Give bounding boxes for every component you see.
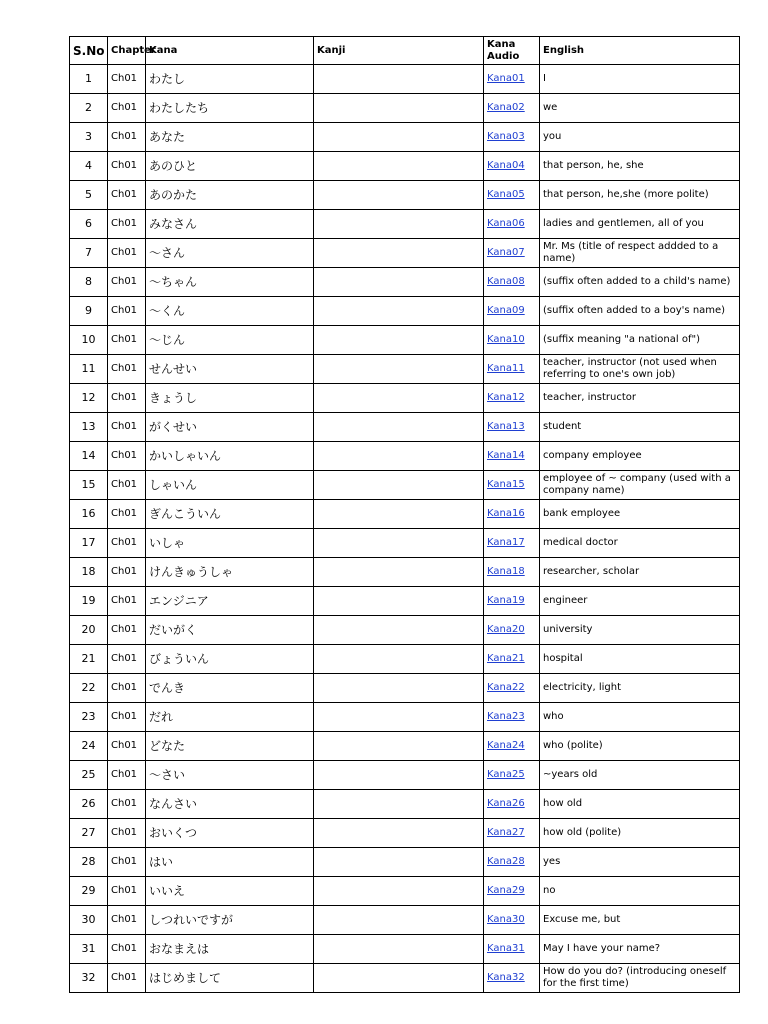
- kana-audio-link[interactable]: Kana20: [487, 624, 525, 635]
- cell-english: ladies and gentlemen, all of you: [540, 210, 740, 239]
- cell-chapter: Ch01: [108, 616, 146, 645]
- cell-sno: 13: [70, 413, 108, 442]
- kana-audio-link[interactable]: Kana13: [487, 421, 525, 432]
- cell-english: researcher, scholar: [540, 558, 740, 587]
- cell-kana-audio: [484, 297, 540, 326]
- cell-kana-audio: [484, 94, 540, 123]
- cell-kanji: [314, 819, 484, 848]
- header-kana: Kana: [146, 37, 314, 65]
- kana-audio-link[interactable]: Kana31: [487, 943, 525, 954]
- table-row: [70, 65, 740, 94]
- cell-chapter: Ch01: [108, 732, 146, 761]
- cell-sno: 1: [70, 65, 108, 94]
- kana-audio-link[interactable]: Kana27: [487, 827, 525, 838]
- cell-chapter: Ch01: [108, 239, 146, 268]
- cell-kanji: [314, 471, 484, 500]
- cell-kana: かいしゃいん: [146, 442, 314, 471]
- cell-english: yes: [540, 848, 740, 877]
- table-row: [70, 123, 740, 152]
- cell-english: medical doctor: [540, 529, 740, 558]
- cell-chapter: Ch01: [108, 790, 146, 819]
- kana-audio-link[interactable]: Kana22: [487, 682, 525, 693]
- table-row: [70, 384, 740, 413]
- cell-kana-audio: [484, 384, 540, 413]
- cell-sno: 10: [70, 326, 108, 355]
- cell-chapter: Ch01: [108, 819, 146, 848]
- table-row: [70, 587, 740, 616]
- cell-kana-audio: [484, 239, 540, 268]
- kana-audio-link[interactable]: Kana16: [487, 508, 525, 519]
- kana-audio-link[interactable]: Kana28: [487, 856, 525, 867]
- cell-kanji: [314, 558, 484, 587]
- kana-audio-link[interactable]: Kana17: [487, 537, 525, 548]
- cell-kana: ～ちゃん: [146, 268, 314, 297]
- cell-kana: はじめまして: [146, 964, 314, 993]
- cell-kana: ～さん: [146, 239, 314, 268]
- cell-kanji: [314, 500, 484, 529]
- kana-audio-link[interactable]: Kana09: [487, 305, 525, 316]
- cell-kana: ～さい: [146, 761, 314, 790]
- table-row: [70, 935, 740, 964]
- cell-kana-audio: [484, 819, 540, 848]
- cell-kana-audio: [484, 65, 540, 94]
- cell-sno: 17: [70, 529, 108, 558]
- cell-kanji: [314, 674, 484, 703]
- cell-chapter: Ch01: [108, 558, 146, 587]
- cell-kana-audio: [484, 703, 540, 732]
- table-row: [70, 819, 740, 848]
- cell-kana-audio: [484, 471, 540, 500]
- table-row: [70, 500, 740, 529]
- cell-kana: いしゃ: [146, 529, 314, 558]
- cell-sno: 16: [70, 500, 108, 529]
- cell-kana: びょういん: [146, 645, 314, 674]
- table-row: [70, 761, 740, 790]
- cell-english: (suffix often added to a boy's name): [540, 297, 740, 326]
- kana-audio-link[interactable]: Kana11: [487, 363, 525, 374]
- kana-audio-link[interactable]: Kana19: [487, 595, 525, 606]
- cell-sno: 22: [70, 674, 108, 703]
- cell-kana-audio: [484, 181, 540, 210]
- cell-kanji: [314, 616, 484, 645]
- cell-english: you: [540, 123, 740, 152]
- table-row: [70, 181, 740, 210]
- cell-kana: いいえ: [146, 877, 314, 906]
- cell-kana: しつれいですが: [146, 906, 314, 935]
- cell-chapter: Ch01: [108, 123, 146, 152]
- table-row: [70, 877, 740, 906]
- kana-audio-link[interactable]: Kana06: [487, 218, 525, 229]
- cell-kanji: [314, 297, 484, 326]
- cell-kana-audio: [484, 761, 540, 790]
- cell-kana-audio: [484, 210, 540, 239]
- cell-kanji: [314, 442, 484, 471]
- cell-english: I: [540, 65, 740, 94]
- cell-chapter: Ch01: [108, 413, 146, 442]
- cell-english: electricity, light: [540, 674, 740, 703]
- cell-english: that person, he,she (more polite): [540, 181, 740, 210]
- cell-english: How do you do? (introducing oneself for the first time): [540, 964, 740, 993]
- cell-kana-audio: [484, 355, 540, 384]
- table-row: [70, 152, 740, 181]
- cell-kana-audio: [484, 674, 540, 703]
- cell-kanji: [314, 935, 484, 964]
- table-row: [70, 210, 740, 239]
- header-kana-audio: Kana Audio: [484, 37, 540, 65]
- cell-english: who (polite): [540, 732, 740, 761]
- cell-english: university: [540, 616, 740, 645]
- table-row: [70, 964, 740, 993]
- cell-kanji: [314, 268, 484, 297]
- cell-sno: 2: [70, 94, 108, 123]
- cell-chapter: Ch01: [108, 210, 146, 239]
- cell-chapter: Ch01: [108, 935, 146, 964]
- cell-chapter: Ch01: [108, 877, 146, 906]
- header-english: English: [540, 37, 740, 65]
- cell-sno: 7: [70, 239, 108, 268]
- cell-sno: 15: [70, 471, 108, 500]
- table-row: [70, 94, 740, 123]
- table-row: [70, 239, 740, 268]
- cell-sno: 11: [70, 355, 108, 384]
- table-row: [70, 616, 740, 645]
- cell-sno: 21: [70, 645, 108, 674]
- cell-sno: 29: [70, 877, 108, 906]
- cell-chapter: Ch01: [108, 442, 146, 471]
- cell-english: May I have your name?: [540, 935, 740, 964]
- cell-english: that person, he, she: [540, 152, 740, 181]
- cell-kanji: [314, 326, 484, 355]
- kana-audio-link[interactable]: Kana26: [487, 798, 525, 809]
- cell-english: ~years old: [540, 761, 740, 790]
- cell-chapter: Ch01: [108, 703, 146, 732]
- table-body: [70, 65, 740, 993]
- cell-sno: 3: [70, 123, 108, 152]
- cell-kanji: [314, 877, 484, 906]
- cell-chapter: Ch01: [108, 848, 146, 877]
- cell-chapter: Ch01: [108, 500, 146, 529]
- cell-kanji: [314, 413, 484, 442]
- cell-english: no: [540, 877, 740, 906]
- cell-kana: あのひと: [146, 152, 314, 181]
- cell-kana: しゃいん: [146, 471, 314, 500]
- cell-kanji: [314, 239, 484, 268]
- cell-kana: エンジニア: [146, 587, 314, 616]
- cell-kana-audio: [484, 500, 540, 529]
- cell-english: company employee: [540, 442, 740, 471]
- table-row: [70, 790, 740, 819]
- cell-kanji: [314, 964, 484, 993]
- cell-chapter: Ch01: [108, 674, 146, 703]
- kana-audio-link[interactable]: Kana18: [487, 566, 525, 577]
- table-row: [70, 326, 740, 355]
- cell-sno: 27: [70, 819, 108, 848]
- kana-audio-link[interactable]: Kana21: [487, 653, 525, 664]
- cell-english: student: [540, 413, 740, 442]
- cell-kana-audio: [484, 616, 540, 645]
- cell-kanji: [314, 529, 484, 558]
- cell-kana-audio: [484, 413, 540, 442]
- cell-sno: 31: [70, 935, 108, 964]
- cell-chapter: Ch01: [108, 471, 146, 500]
- cell-kana: でんき: [146, 674, 314, 703]
- cell-kana-audio: [484, 935, 540, 964]
- cell-kana: あなた: [146, 123, 314, 152]
- cell-kana-audio: [484, 848, 540, 877]
- cell-kanji: [314, 181, 484, 210]
- cell-kana-audio: [484, 558, 540, 587]
- cell-kana: わたしたち: [146, 94, 314, 123]
- table-row: [70, 732, 740, 761]
- cell-chapter: Ch01: [108, 529, 146, 558]
- cell-kanji: [314, 587, 484, 616]
- kana-audio-link[interactable]: Kana08: [487, 276, 525, 287]
- cell-chapter: Ch01: [108, 152, 146, 181]
- table-row: [70, 413, 740, 442]
- cell-kanji: [314, 210, 484, 239]
- cell-chapter: Ch01: [108, 297, 146, 326]
- cell-english: teacher, instructor: [540, 384, 740, 413]
- cell-kanji: [314, 123, 484, 152]
- cell-chapter: Ch01: [108, 355, 146, 384]
- kana-audio-link[interactable]: Kana32: [487, 972, 525, 983]
- header-row: [70, 37, 740, 65]
- cell-kana: だいがく: [146, 616, 314, 645]
- cell-kana: どなた: [146, 732, 314, 761]
- cell-kanji: [314, 790, 484, 819]
- header-kanji: Kanji: [314, 37, 484, 65]
- cell-chapter: Ch01: [108, 761, 146, 790]
- kana-audio-link[interactable]: Kana02: [487, 102, 525, 113]
- kana-audio-link[interactable]: Kana05: [487, 189, 525, 200]
- cell-chapter: Ch01: [108, 326, 146, 355]
- kana-audio-link[interactable]: Kana25: [487, 769, 525, 780]
- table-row: [70, 703, 740, 732]
- table-row: [70, 268, 740, 297]
- kana-audio-link[interactable]: Kana10: [487, 334, 525, 345]
- cell-sno: 23: [70, 703, 108, 732]
- cell-english: who: [540, 703, 740, 732]
- kana-audio-link[interactable]: Kana30: [487, 914, 525, 925]
- cell-sno: 4: [70, 152, 108, 181]
- cell-chapter: Ch01: [108, 181, 146, 210]
- cell-english: engineer: [540, 587, 740, 616]
- cell-kana: あのかた: [146, 181, 314, 210]
- cell-kana-audio: [484, 906, 540, 935]
- cell-kana: がくせい: [146, 413, 314, 442]
- kana-audio-link[interactable]: Kana24: [487, 740, 525, 751]
- cell-english: how old (polite): [540, 819, 740, 848]
- cell-chapter: Ch01: [108, 645, 146, 674]
- cell-sno: 28: [70, 848, 108, 877]
- cell-english: how old: [540, 790, 740, 819]
- cell-kana-audio: [484, 645, 540, 674]
- kana-audio-link[interactable]: Kana15: [487, 479, 525, 490]
- cell-kanji: [314, 906, 484, 935]
- table-row: [70, 355, 740, 384]
- kana-audio-link[interactable]: Kana23: [487, 711, 525, 722]
- kana-audio-link[interactable]: Kana07: [487, 247, 525, 258]
- table-row: [70, 645, 740, 674]
- table-row: [70, 471, 740, 500]
- cell-english: (suffix meaning "a national of"): [540, 326, 740, 355]
- table-row: [70, 674, 740, 703]
- table-row: [70, 297, 740, 326]
- cell-kana: せんせい: [146, 355, 314, 384]
- cell-sno: 24: [70, 732, 108, 761]
- cell-kana: ぎんこういん: [146, 500, 314, 529]
- cell-sno: 8: [70, 268, 108, 297]
- table-row: [70, 529, 740, 558]
- cell-kanji: [314, 732, 484, 761]
- cell-kana-audio: [484, 964, 540, 993]
- cell-chapter: Ch01: [108, 587, 146, 616]
- cell-english: bank employee: [540, 500, 740, 529]
- cell-kana-audio: [484, 123, 540, 152]
- cell-sno: 9: [70, 297, 108, 326]
- kana-audio-link[interactable]: Kana03: [487, 131, 525, 142]
- table-row: [70, 848, 740, 877]
- cell-kanji: [314, 761, 484, 790]
- cell-kana-audio: [484, 268, 540, 297]
- cell-kana-audio: [484, 152, 540, 181]
- cell-kana-audio: [484, 442, 540, 471]
- kana-audio-link[interactable]: Kana01: [487, 73, 525, 84]
- cell-kanji: [314, 703, 484, 732]
- table-row: [70, 558, 740, 587]
- cell-english: hospital: [540, 645, 740, 674]
- cell-kana: おいくつ: [146, 819, 314, 848]
- header-chapter: Chapter: [108, 37, 146, 65]
- cell-kana-audio: [484, 877, 540, 906]
- kana-audio-link[interactable]: Kana04: [487, 160, 525, 171]
- cell-sno: 12: [70, 384, 108, 413]
- cell-chapter: Ch01: [108, 384, 146, 413]
- cell-kana: はい: [146, 848, 314, 877]
- cell-sno: 26: [70, 790, 108, 819]
- cell-sno: 32: [70, 964, 108, 993]
- cell-chapter: Ch01: [108, 964, 146, 993]
- cell-kana-audio: [484, 790, 540, 819]
- cell-english: Excuse me, but: [540, 906, 740, 935]
- cell-kanji: [314, 848, 484, 877]
- kana-audio-link[interactable]: Kana14: [487, 450, 525, 461]
- cell-kana: おなまえは: [146, 935, 314, 964]
- cell-kanji: [314, 94, 484, 123]
- cell-kana: わたし: [146, 65, 314, 94]
- cell-chapter: Ch01: [108, 65, 146, 94]
- cell-kana-audio: [484, 529, 540, 558]
- cell-sno: 20: [70, 616, 108, 645]
- cell-kana: けんきゅうしゃ: [146, 558, 314, 587]
- cell-kana: なんさい: [146, 790, 314, 819]
- cell-sno: 19: [70, 587, 108, 616]
- cell-sno: 25: [70, 761, 108, 790]
- cell-sno: 5: [70, 181, 108, 210]
- cell-kana-audio: [484, 326, 540, 355]
- cell-kana: ～くん: [146, 297, 314, 326]
- cell-english: we: [540, 94, 740, 123]
- kana-audio-link[interactable]: Kana29: [487, 885, 525, 896]
- cell-english: employee of ~ company (used with a company name): [540, 471, 740, 500]
- cell-sno: 30: [70, 906, 108, 935]
- cell-kana: みなさん: [146, 210, 314, 239]
- cell-kana: きょうし: [146, 384, 314, 413]
- table-row: [70, 442, 740, 471]
- header-sno: S.No: [70, 37, 108, 65]
- cell-chapter: Ch01: [108, 94, 146, 123]
- cell-chapter: Ch01: [108, 906, 146, 935]
- cell-english: teacher, instructor (not used when referring to one's own job): [540, 355, 740, 384]
- cell-sno: 14: [70, 442, 108, 471]
- cell-kanji: [314, 384, 484, 413]
- cell-kana: ～じん: [146, 326, 314, 355]
- table-row: [70, 906, 740, 935]
- cell-kanji: [314, 65, 484, 94]
- cell-chapter: Ch01: [108, 268, 146, 297]
- kana-audio-link[interactable]: Kana12: [487, 392, 525, 403]
- cell-kanji: [314, 152, 484, 181]
- cell-kanji: [314, 355, 484, 384]
- cell-sno: 6: [70, 210, 108, 239]
- cell-english: (suffix often added to a child's name): [540, 268, 740, 297]
- cell-kana-audio: [484, 732, 540, 761]
- cell-kana: だれ: [146, 703, 314, 732]
- cell-kana-audio: [484, 587, 540, 616]
- cell-sno: 18: [70, 558, 108, 587]
- vocabulary-table: [69, 36, 740, 993]
- cell-english: Mr. Ms (title of respect addded to a name): [540, 239, 740, 268]
- cell-kanji: [314, 645, 484, 674]
